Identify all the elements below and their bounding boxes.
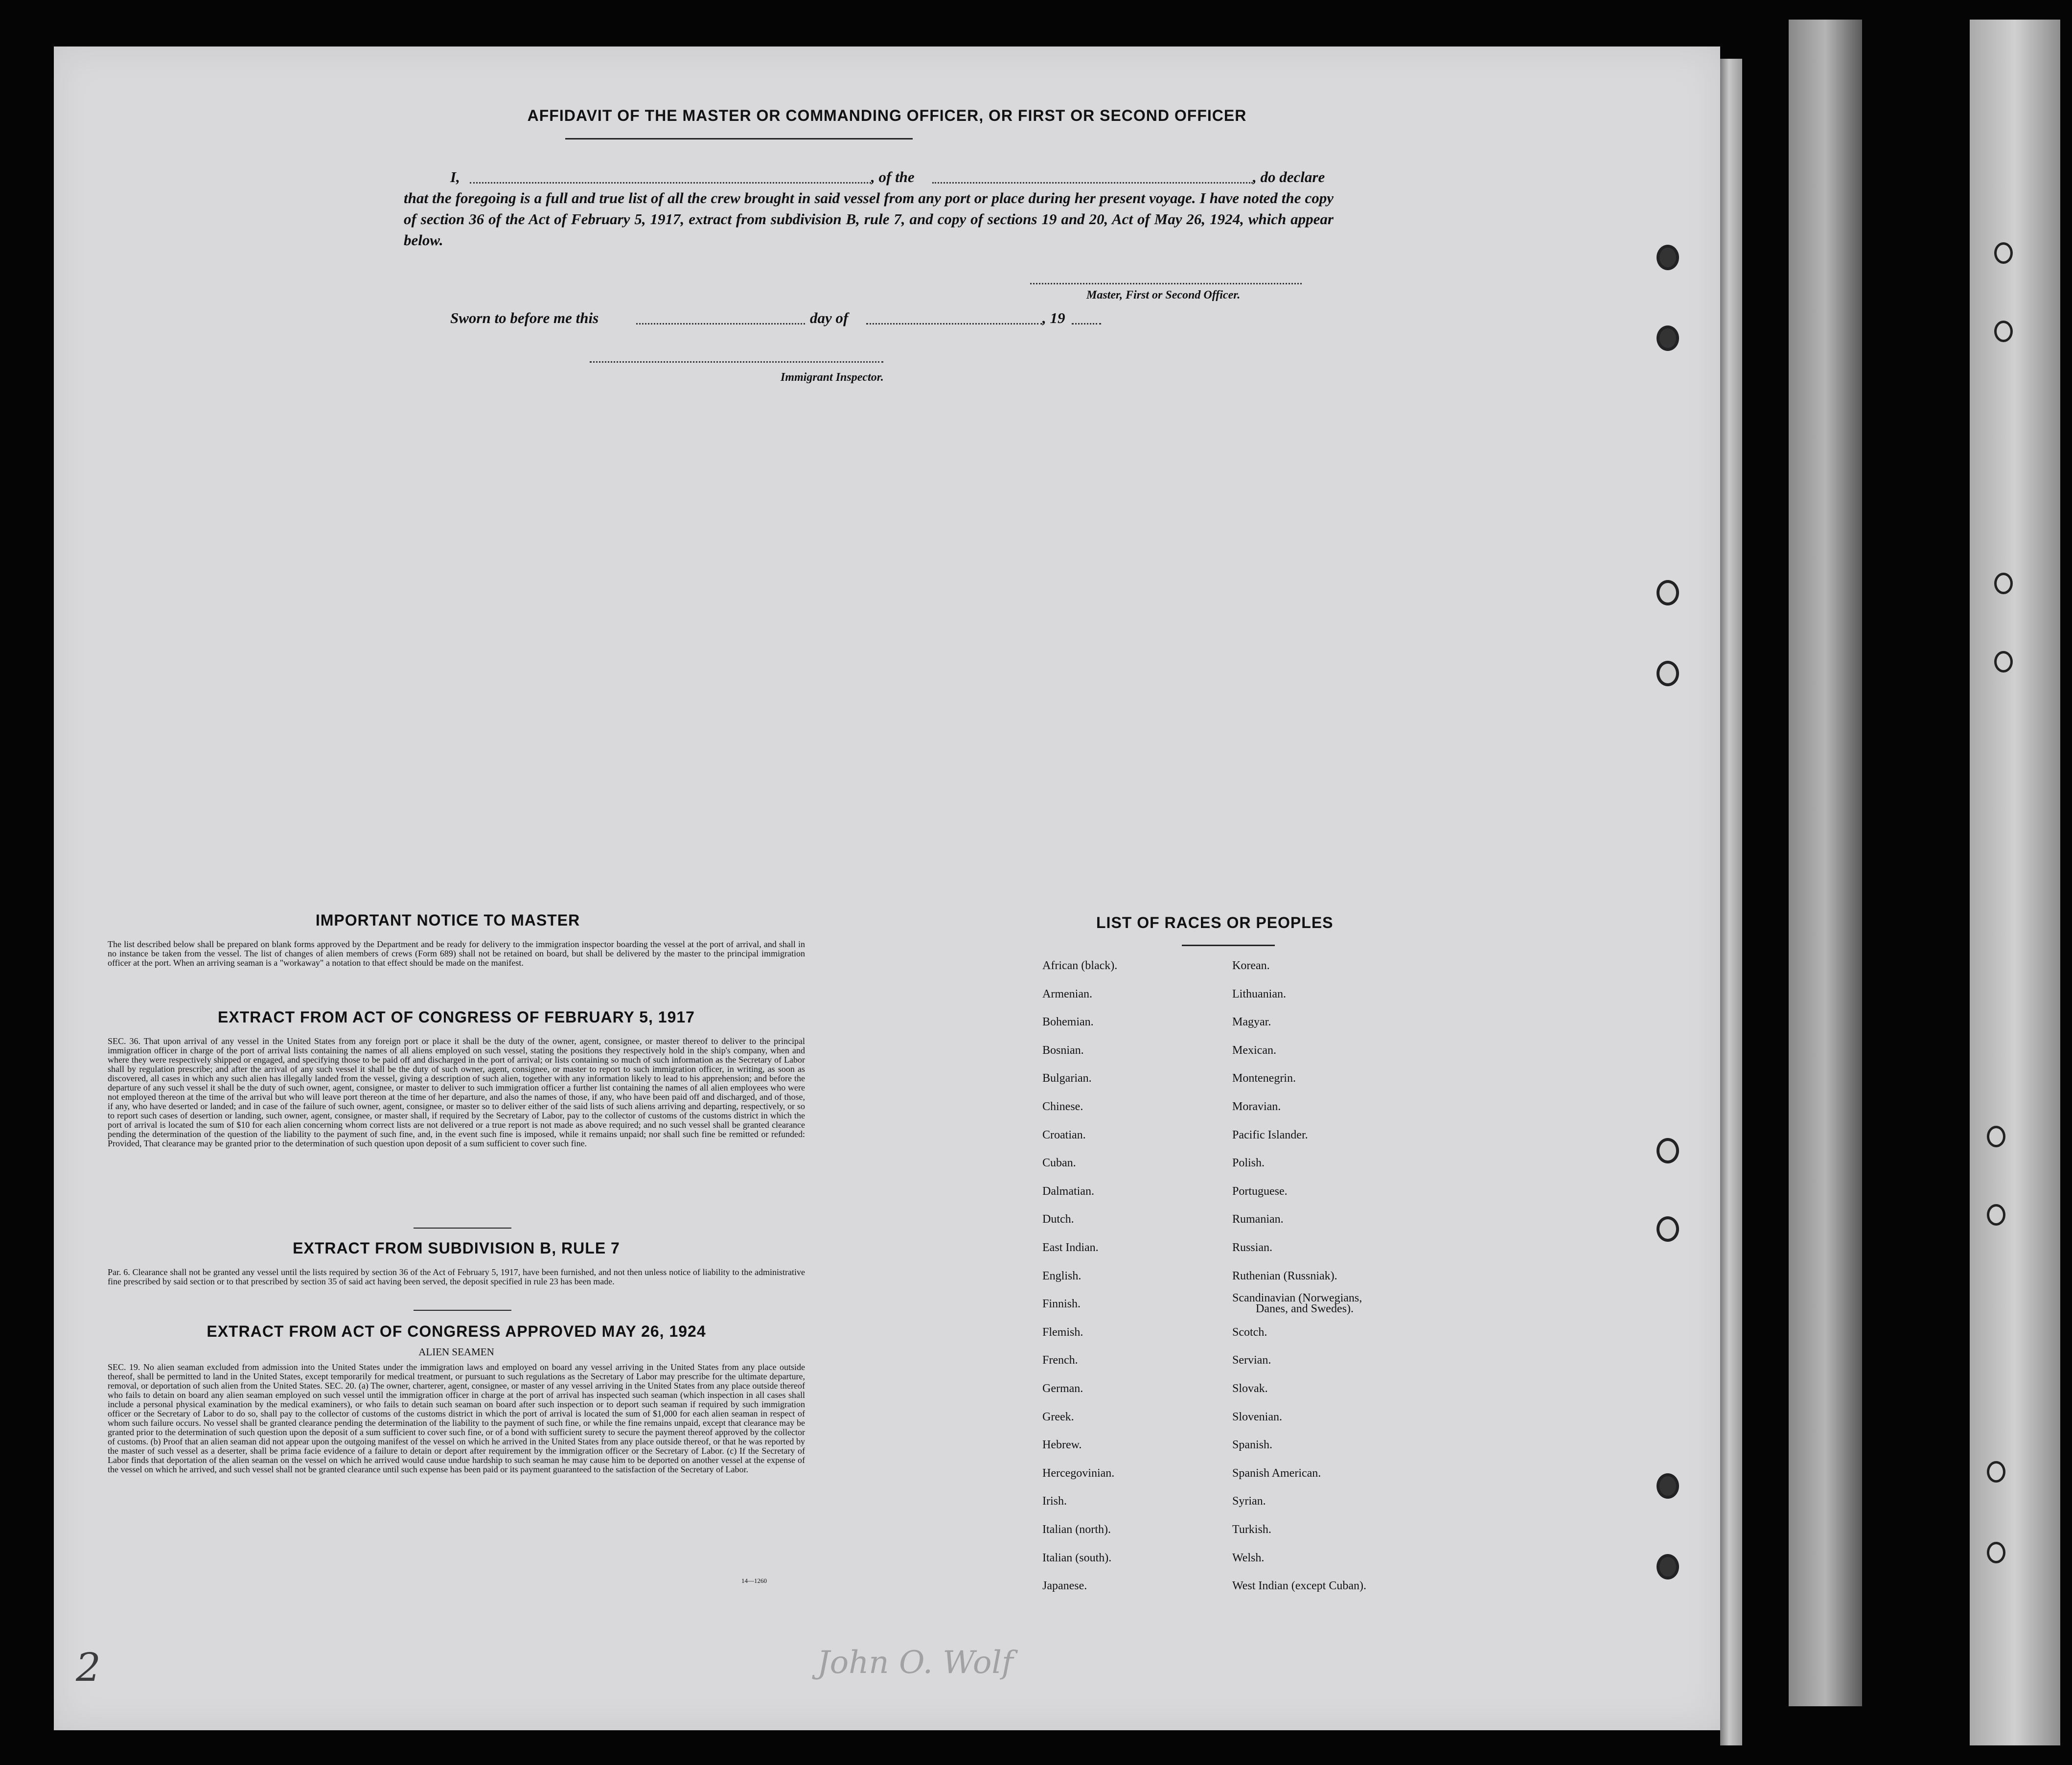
race-item: Ruthenian (Russniak). — [1232, 1269, 1337, 1282]
extract1-text: SEC. 36. That upon arrival of any vessel in the United States from any foreign port or place it shall be the duty of the owner, agent, consignee, or master thereof to deliver to the principal immigration officer in charge of the port of arrival lists containing the names of all aliens employed on such vessel, stating the positions they respectively hold in the ship's company, when and where they were respectively shipped or engaged, and specifying those to be paid off and discharged in the port of arrival; or lists containing so much of such information as the Secretary of Labor shall by regulation prescribe; and after the arrival of any such vessel it shall be the duty of such owner, agent, consignee, or master to report to such immigration officer, in writing, as soon as discovered, all cases in which any such alien has illegally landed from the vessel, giving a description of such alien, together with any information likely to lead to his apprehension; and before the departure of any such vessel it shall be the duty of such owner, agent, consignee, or master to deliver to such immigration officer a further list containing the names of all alien employees who were not employed thereon at the time of the arrival but who will leave port thereon at the time of her departure, and also the names of those, if any, who have been paid off and discharged, and of those, if any, who have deserted or landed; and in case of the failure of such owner, agent, consignee, or master so to deliver either of the said lists of such aliens arriving and departing, respectively, or so to report such cases of desertion or landing, such owner, agent, consignee, or master shall, if required by the Secretary of Labor, pay to the collector of customs of the customs district in which the port of arrival is located the sum of $10 for each alien concerning whom correct lists are not delivered or a true report is not made as above required; and no such vessel shall be granted clearance pending the determination of the question of the liability to the payment of such fine, and, in the event such fine is imposed, while it remains unpaid; nor shall such fine be remitted or refunded: Provided, That clearance may be granted prior to the determination of such question upon deposit of a sum sufficient to cover such fine. — [108, 1036, 805, 1148]
master-signature-blank[interactable] — [1030, 283, 1302, 284]
binder-hole — [1657, 580, 1679, 605]
extract1-title: EXTRACT FROM ACT OF CONGRESS OF FEBRUARY 5, 1917 — [218, 1008, 695, 1026]
race-item: Italian (north). — [1042, 1523, 1111, 1536]
master-label: Master, First or Second Officer. — [1086, 289, 1241, 302]
notice-text: The list described below shall be prepared on blank forms approved by the Department and be ready for delivery to the immigration inspector boarding the vessel at the port of arrival, and shall in no instance be taken from the vessel. The list of changes of alien members of crews (Form 689) shall not be retained on board, but shall be delivered by the master to the principal immigration officer at the port. When an arriving seaman is a "workaway" a notation to that effect should be made on the manifest. — [108, 939, 805, 968]
race-item: Hebrew. — [1042, 1439, 1082, 1452]
extract2-title: EXTRACT FROM SUBDIVISION B, RULE 7 — [293, 1239, 620, 1257]
affidavit-of-label: , of the — [871, 168, 915, 186]
races-title-underline — [1182, 945, 1275, 946]
binder-hole — [1657, 325, 1679, 351]
binder-hole — [1657, 1138, 1679, 1163]
race-item: Italian (south). — [1042, 1551, 1112, 1564]
race-item: Irish. — [1042, 1495, 1067, 1508]
race-item: Syrian. — [1232, 1495, 1266, 1508]
race-item: Japanese. — [1042, 1579, 1087, 1593]
race-item: Spanish American. — [1232, 1466, 1321, 1480]
race-item: Dutch. — [1042, 1213, 1074, 1226]
race-item: African (black). — [1042, 959, 1118, 972]
race-item: Pacific Islander. — [1232, 1128, 1308, 1141]
binder-hole — [1657, 1554, 1679, 1579]
race-item: Greek. — [1042, 1410, 1074, 1423]
race-item: Mexican. — [1232, 1044, 1276, 1057]
document-page — [54, 46, 1720, 1730]
race-item: Turkish. — [1232, 1523, 1271, 1536]
race-item: Slovenian. — [1232, 1410, 1282, 1423]
race-item: Welsh. — [1232, 1551, 1265, 1564]
race-item: West Indian (except Cuban). — [1232, 1579, 1366, 1593]
race-item: Scandinavian (Norwegians, Danes, and Swedes). — [1232, 1292, 1362, 1316]
race-item: Russian. — [1232, 1241, 1273, 1254]
race-item: Dalmatian. — [1042, 1184, 1094, 1198]
race-item: Flemish. — [1042, 1325, 1083, 1339]
race-item: Bohemian. — [1042, 1016, 1094, 1029]
page-edge — [1970, 20, 2060, 1745]
race-item: Rumanian. — [1232, 1213, 1284, 1226]
race-item: Portuguese. — [1232, 1184, 1288, 1198]
affidavit-body: that the foregoing is a full and true list of all the crew brought in said vessel from any port or place during her present voyage. I have noted the copy of section 36 of the Act of February 5, 1917, extract from subdivision B, rule 7, and copy of sections 19 and 20, Act of May 26, 1924, which appear below. — [404, 189, 1334, 249]
binder-hole — [1657, 661, 1679, 686]
race-item: Bosnian. — [1042, 1044, 1084, 1057]
race-item: Croatian. — [1042, 1128, 1086, 1141]
race-item: Magyar. — [1232, 1016, 1271, 1029]
binder-hole — [1987, 1461, 2005, 1483]
affidavit-i-label: I, — [450, 168, 460, 186]
sworn-year-blank[interactable] — [1072, 323, 1101, 325]
binder-hole — [1657, 1216, 1679, 1242]
race-item: Scotch. — [1232, 1325, 1267, 1339]
race-item: Moravian. — [1232, 1100, 1281, 1113]
binder-hole — [1987, 1126, 2005, 1147]
name-blank[interactable] — [470, 182, 871, 184]
binder-hole — [1994, 242, 2013, 264]
page-edge — [1720, 59, 1742, 1745]
binder-hole — [1657, 1473, 1679, 1499]
sworn-label: Sworn to before me this — [450, 309, 599, 326]
inspector-signature-blank[interactable] — [590, 361, 883, 363]
races-title: LIST OF RACES OR PEOPLES — [1096, 914, 1334, 931]
notice-title: IMPORTANT NOTICE TO MASTER — [315, 911, 580, 929]
affidavit-title: AFFIDAVIT OF THE MASTER OR COMMANDING OFFICER, OR FIRST OR SECOND OFFICER — [527, 107, 1247, 124]
inspector-label: Immigrant Inspector. — [781, 371, 884, 384]
race-item: French. — [1042, 1354, 1078, 1367]
handwritten-signature: John O. Wolf — [817, 1645, 1013, 1681]
vessel-blank[interactable] — [932, 182, 1253, 184]
race-item: Lithuanian. — [1232, 987, 1286, 1000]
sworn-month-blank[interactable] — [866, 323, 1042, 325]
race-item: Finnish. — [1042, 1298, 1081, 1311]
race-item: Cuban. — [1042, 1157, 1076, 1170]
handwritten-mark: 2 — [76, 1645, 101, 1690]
affidavit-declare-label: , do declare — [1253, 168, 1325, 186]
binder-hole — [1987, 1204, 2005, 1226]
race-item: German. — [1042, 1382, 1083, 1395]
extract3-text: SEC. 19. No alien seaman excluded from admission into the United States under the immigration laws and employed on board any vessel arriving in the United States from any place outside thereof, shall be permitted to land in the United States, except temporarily for medical treatment, or pursuant to such regulations as the Secretary of Labor may prescribe for the ultimate departure, removal, or deportation of such alien from the United States. SEC. 20. (a) The owner, charterer, agent, consignee, or master of any vessel arriving in the United States from any place outside thereof who fails to detain on board any alien seaman employed on such vessel until the immigration officer in charge at the port of arrival has inspected such seaman (which inspection in all cases shall include a personal physical examination by the medical examiners), or who fails to detain such seaman on board after such inspection or to deport such seaman if required by such immigration officer or the Secretary of Labor to do so, shall pay to the collector of customs of the customs district in which the port of arrival is located the sum of $1,000 for each alien seaman in respect of whom such failure occurs. No vessel shall be granted clearance pending the determination of the liability to the payment of such fine, or while the fine remains unpaid, except that clearance may be granted prior to the determination of such question upon the deposit of a sum sufficient to cover such fine, or of a bond with sufficient surety to secure the payment thereof approved by the collector of customs. (b) Proof that an alien seaman did not appear upon the outgoing manifest of the vessel on which he arrived in the United States from any place outside thereof, or that he was reported by the master of such vessel as a deserter, shall be prima facie evidence of a failure to detain or deport after requirement by the immigration officer or the Secretary of Labor. (c) If the Secretary of Labor finds that deportation of the alien seaman on the vessel on which he arrived would cause undue hardship to such seaman he may cause him to be deported on another vessel at the expense of the vessel on which he arrived, and such vessel shall not be granted clearance until such expense has been paid or its payment guaranteed to the satisfaction of the Secretary of Labor. — [108, 1362, 805, 1474]
form-number: 14—1260 — [741, 1577, 767, 1584]
year-label: , 19 — [1042, 309, 1065, 326]
race-item: Hercegovinian. — [1042, 1466, 1115, 1480]
race-item: Slovak. — [1232, 1382, 1268, 1395]
race-item: Polish. — [1232, 1157, 1265, 1170]
race-item: Spanish. — [1232, 1439, 1273, 1452]
binder-hole — [1994, 651, 2013, 673]
binder-hole — [1994, 573, 2013, 594]
race-item: Bulgarian. — [1042, 1072, 1092, 1085]
extract3-title: EXTRACT FROM ACT OF CONGRESS APPROVED MAY 26, 1924 — [207, 1323, 706, 1340]
race-item: East Indian. — [1042, 1241, 1099, 1254]
title-underline — [565, 138, 913, 139]
page-edge — [1789, 20, 1862, 1706]
race-item: Montenegrin. — [1232, 1072, 1296, 1085]
extract2-text: Par. 6. Clearance shall not be granted any vessel until the lists required by section 36 of the Act of February 5, 1917, have been furnished, and not then unless notice of liability to the administrative fine prescribed by said section or to that prescribed by section 35 of said act having been served, the deposit specified in rule 23 has been made. — [108, 1267, 805, 1286]
binder-hole — [1657, 245, 1679, 270]
binder-hole — [1994, 321, 2013, 342]
binder-hole — [1987, 1542, 2005, 1563]
section-divider — [414, 1310, 511, 1311]
race-item: English. — [1042, 1269, 1082, 1282]
race-item: Armenian. — [1042, 987, 1092, 1000]
race-item: Korean. — [1232, 959, 1270, 972]
section-divider — [414, 1228, 511, 1229]
extract3-subtitle: ALIEN SEAMEN — [418, 1346, 494, 1358]
race-item: Chinese. — [1042, 1100, 1083, 1113]
race-item: Servian. — [1232, 1354, 1271, 1367]
day-of-label: day of — [810, 309, 849, 326]
sworn-day-blank[interactable] — [636, 323, 805, 325]
